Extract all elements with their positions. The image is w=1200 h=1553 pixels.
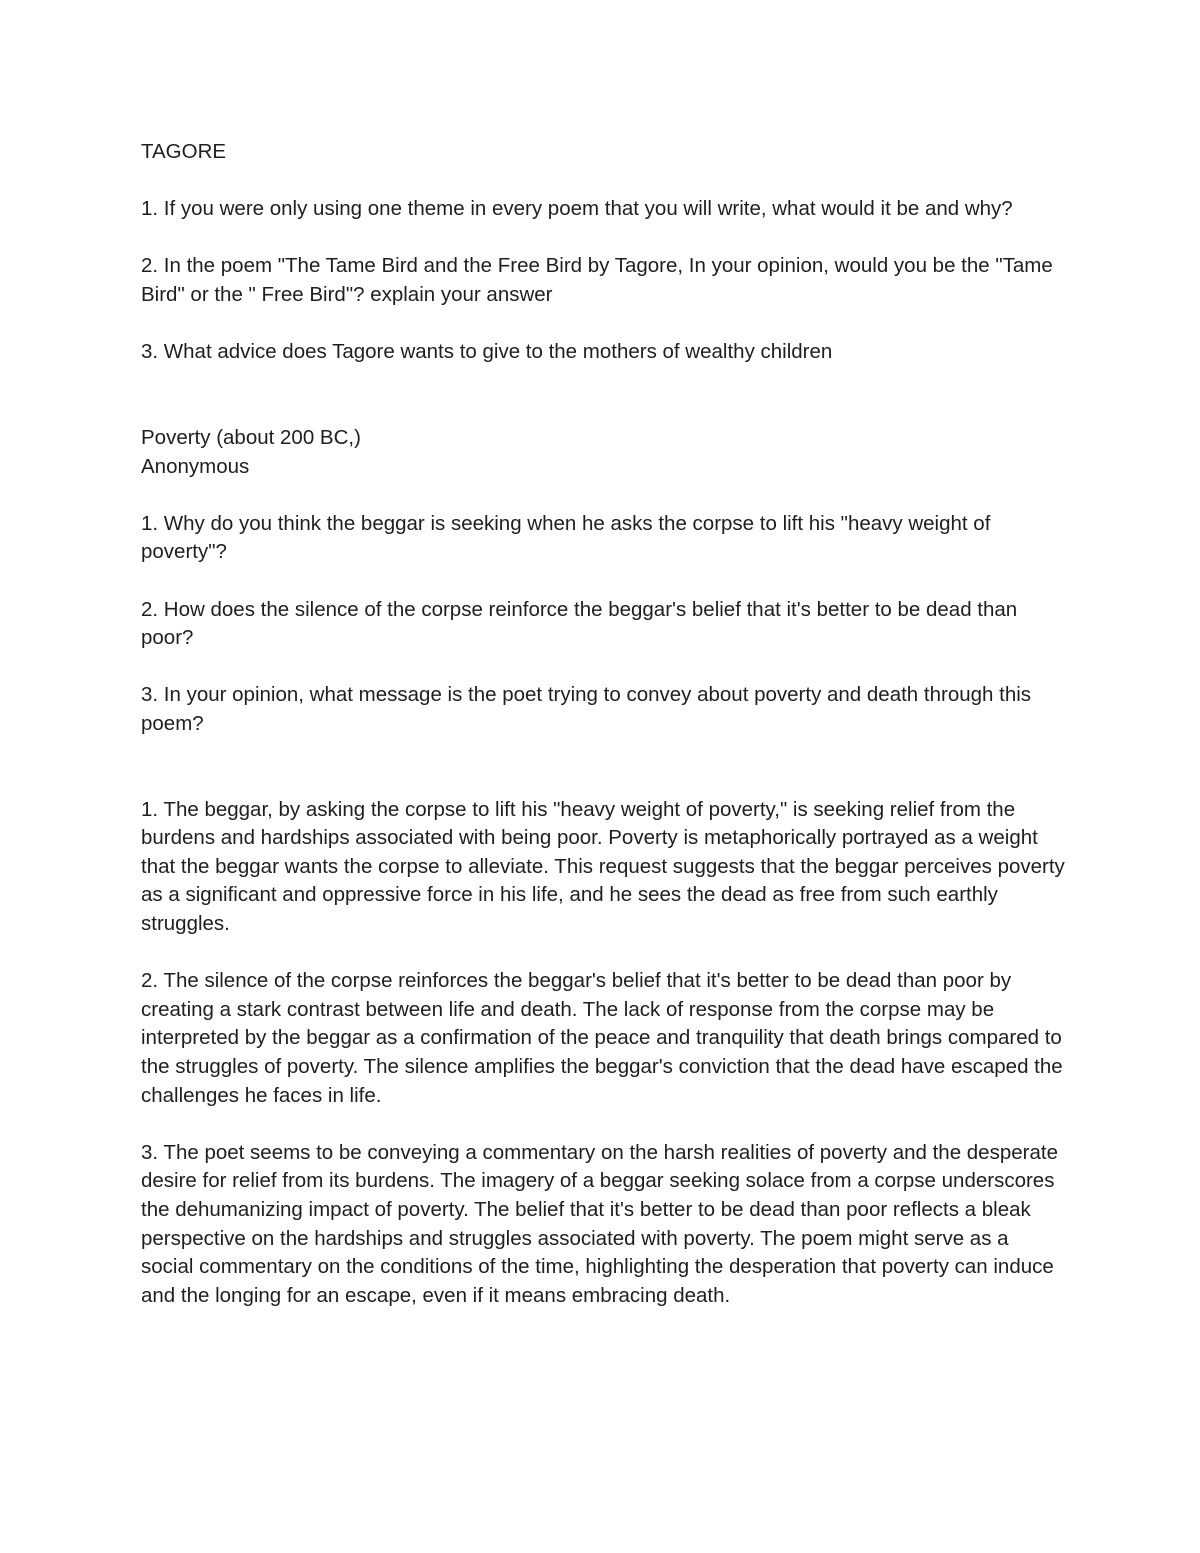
- poverty-question-1: 1. Why do you think the beggar is seeking when he asks the corpse to lift his "heavy weight of poverty"?: [141, 511, 991, 564]
- section-title-poverty: Poverty (about 200 BC,): [141, 425, 361, 449]
- poverty-author: Anonymous: [141, 454, 250, 478]
- poverty-question-3: 3. In your opinion, what message is the poet trying to convey about poverty and death through this poem?: [141, 683, 1032, 735]
- document-body: [141, 138, 1066, 1310]
- answer-3: 3. The poet seems to be conveying a commentary on the harsh realities of poverty and the desperate desire for relief from its burdens. The imagery of a beggar seeking solace from a corpse underscores the dehumanizing impact of poverty. The belief that it's better to be dead than poor reflects a bleak perspective on the hardships and struggles associated with poverty. The poem might serve as a social commentary on the conditions of the time, highlighting the desperation that poverty can induce and the longing for an escape, even if it means embracing death.: [141, 1140, 1058, 1307]
- tagore-question-1: 1. If you were only using one theme in every poem that you will write, what would it be and why?: [141, 197, 1013, 221]
- answer-1: 1. The beggar, by asking the corpse to lift his "heavy weight of poverty," is seeking relief from the burdens and hardships associated with being poor. Poverty is metaphorically portrayed as a weight that the beggar wants the corpse to alleviate. This request suggests that the beggar perceives poverty as a significant and oppressive force in his life, and he sees the dead as free from such earthly struggles.: [141, 797, 1065, 936]
- section-title-tagore: TAGORE: [141, 140, 227, 163]
- tagore-question-2: 2. In the poem "The Tame Bird and the Free Bird by Tagore, In your opinion, would you be the "Tame Bird" or the " Free Bird"? explain your answer: [141, 254, 1053, 306]
- poverty-question-2: 2. How does the silence of the corpse reinforce the beggar's belief that it's better to be dead than poor?: [141, 597, 1018, 650]
- answer-2: 2. The silence of the corpse reinforces the beggar's belief that it's better to be dead than poor by creating a stark contrast between life and death. The lack of response from the corpse may be interpreted by the beggar as a confirmation of the peace and tranquility that death brings compared to the struggles of poverty. The silence amplifies the beggar's conviction that the dead have escaped the challenges he faces in life.: [141, 969, 1063, 1107]
- tagore-question-3: 3. What advice does Tagore wants to give to the mothers of wealthy children: [141, 340, 833, 364]
